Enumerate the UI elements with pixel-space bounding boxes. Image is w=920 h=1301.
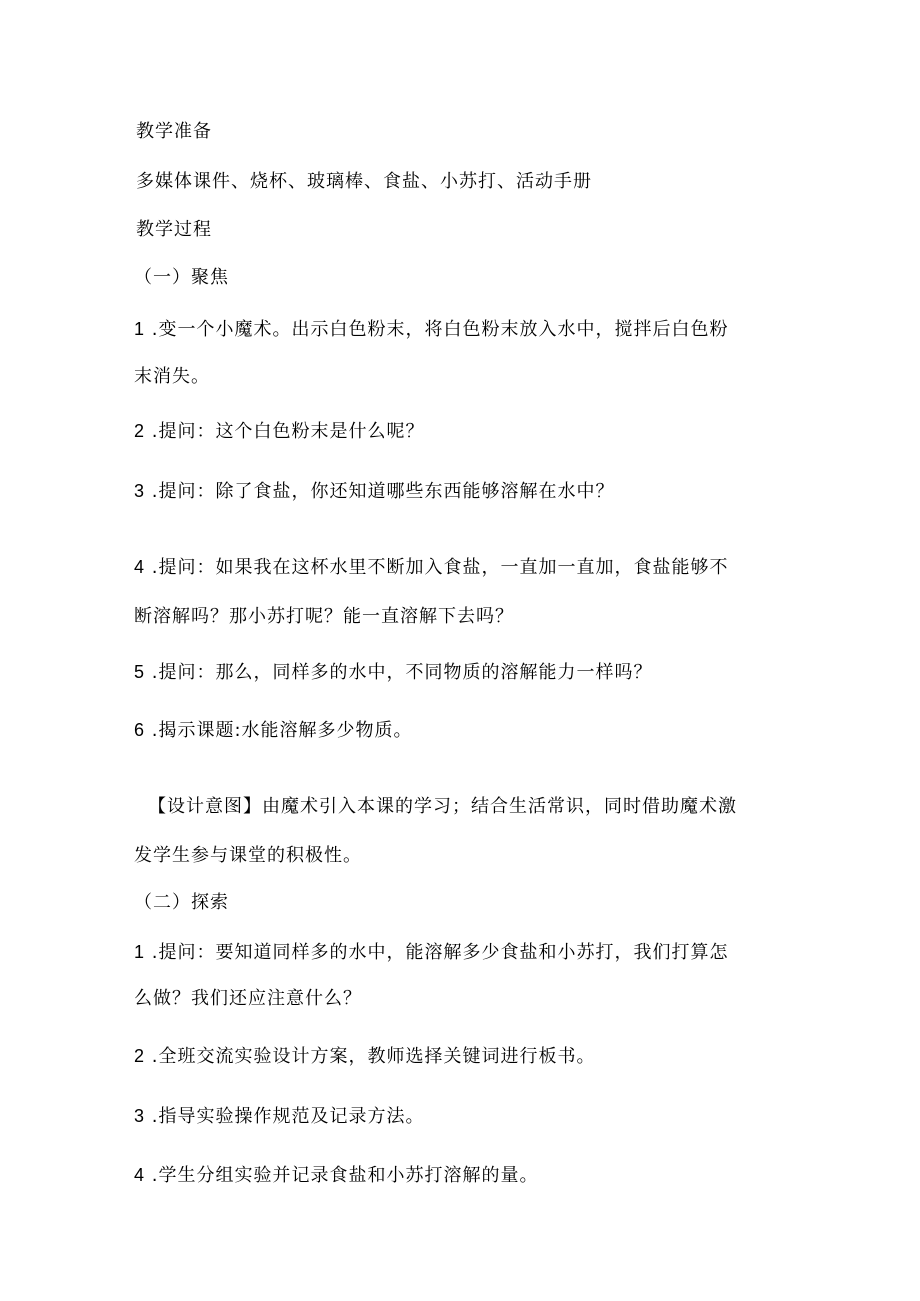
explore-heading: （二）探索 (134, 892, 229, 913)
design-intent-line-1: 【设计意图】由魔术引入本课的学习；结合生活常识，同时借助魔术激 (148, 796, 737, 817)
prep-materials: 多媒体课件、烧杯、玻璃棒、食盐、小苏打、活动手册 (136, 171, 592, 192)
item-text: .指导实验操作规范及记录方法。 (151, 1106, 425, 1127)
item-text: .学生分组实验并记录食盐和小苏打溶解的量。 (151, 1165, 539, 1186)
item-text: .提问：要知道同样多的水中，能溶解多少食盐和小苏打，我们打算怎 (151, 942, 729, 963)
item-number: 2 (134, 421, 146, 441)
item-text: .提问：如果我在这杯水里不断加入食盐，一直加一直加，食盐能够不 (151, 557, 729, 578)
list-item (134, 480, 614, 503)
item-text: .提问：那么，同样多的水中，不同物质的溶解能力一样吗？ (151, 662, 653, 683)
item-number: 3 (134, 1106, 146, 1126)
list-item (134, 318, 728, 341)
item-text: .提问：除了食盐，你还知道哪些东西能够溶解在水中？ (151, 481, 615, 502)
item-number: 4 (134, 557, 146, 577)
list-item (134, 661, 652, 684)
item-text: .提问：这个白色粉末是什么呢？ (151, 421, 425, 442)
item-number: 4 (134, 1165, 146, 1185)
list-item (134, 1105, 424, 1128)
list-item (134, 941, 728, 964)
item-number: 5 (134, 662, 146, 682)
item-number: 6 (134, 720, 146, 740)
item-text: .全班交流实验设计方案，教师选择关键词进行板书。 (151, 1046, 596, 1067)
item-text: .变一个小魔术。出示白色粉末，将白色粉末放入水中，搅拌后白色粉 (151, 319, 729, 340)
item-number: 2 (134, 1046, 146, 1066)
focus-heading: （一）聚焦 (134, 267, 229, 288)
list-item (134, 1045, 595, 1068)
item-text: .揭示课题:水能溶解多少物质。 (151, 720, 413, 741)
list-item (134, 719, 413, 742)
list-item (134, 420, 424, 443)
item-number: 1 (134, 942, 146, 962)
prep-heading: 教学准备 (136, 121, 212, 142)
list-item (134, 556, 728, 579)
item-text-continued: 末消失。 (134, 366, 210, 387)
design-intent-line-2: 发学生参与课堂的积极性。 (134, 845, 362, 866)
item-text-continued: 么做？我们还应注意什么？ (134, 988, 362, 1009)
process-heading: 教学过程 (136, 219, 212, 240)
item-text-continued: 断溶解吗？那小苏打呢？能一直溶解下去吗？ (134, 606, 514, 627)
item-number: 3 (134, 481, 146, 501)
item-number: 1 (134, 319, 146, 339)
list-item (134, 1164, 538, 1187)
